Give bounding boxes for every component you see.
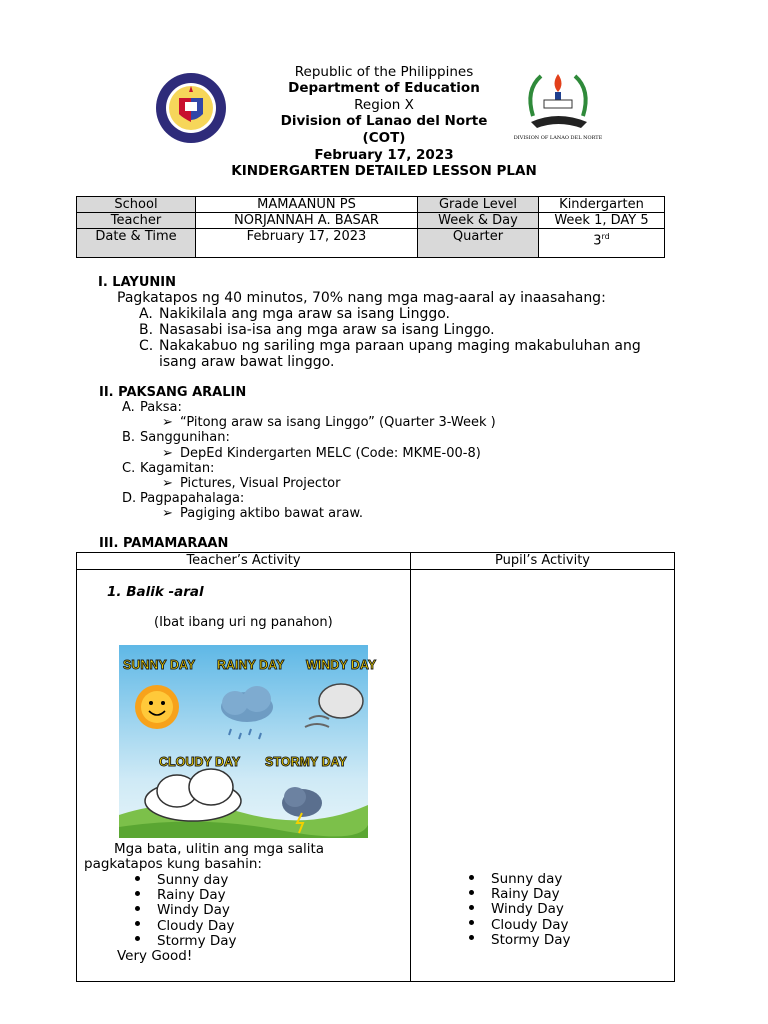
list-item: [139, 322, 641, 338]
list-item: [122, 400, 496, 415]
teacher-list: [135, 873, 237, 949]
list-letter: A.: [139, 306, 153, 322]
header-republic: Republic of the Philippines: [294, 64, 474, 80]
list-text: Pagpapahalaga:: [140, 491, 245, 507]
list-text: Stormy Day: [157, 932, 237, 949]
label-windy: WINDY DAY: [306, 658, 377, 672]
label-sunny: SUNNY DAY: [123, 658, 196, 672]
header-date: February 17, 2023: [314, 147, 454, 163]
instruction-line-1: Mga bata, ulitin ang mga salita: [114, 841, 325, 857]
list-text: Windy Day: [491, 901, 564, 918]
list-item: [469, 902, 571, 917]
quarter-suffix: rd: [601, 232, 610, 241]
list-item: [122, 491, 496, 506]
list-text: Nasasabi isa-isa ang mga araw sa isang Linggo.: [159, 322, 495, 338]
sub-text: Pagiging aktibo bawat araw.: [180, 506, 364, 522]
layunin-intro: Pagkatapos ng 40 minutos, 70% nang mga mag-aaral ay inaasahang:: [117, 290, 606, 306]
bullet-icon: [469, 935, 474, 940]
list-letter: B.: [122, 430, 136, 446]
sub-item: [122, 476, 496, 491]
list-item: [135, 888, 237, 903]
section-heading-pamamaraan: III. PAMAMARAAN: [99, 536, 229, 551]
table-cell: [539, 229, 665, 258]
list-letter: B.: [139, 322, 154, 338]
info-table: [76, 196, 665, 258]
list-text: Rainy Day: [491, 886, 560, 903]
arrow-bullet-icon: ➢: [162, 476, 173, 492]
list-text: Sanggunihan:: [140, 430, 230, 446]
list-letter: C.: [122, 460, 136, 476]
list-item: [469, 933, 571, 948]
list-item: [122, 461, 496, 476]
activity-table: [76, 552, 675, 982]
list-item: [469, 887, 571, 902]
sub-text: Pictures, Visual Projector: [180, 476, 341, 492]
pupil-activity-header: Pupil’s Activity: [495, 553, 590, 568]
header-division: Division of Lanao del Norte: [280, 113, 488, 129]
list-item: [469, 918, 571, 933]
weather-illustration: [119, 645, 377, 838]
list-text: Cloudy Day: [491, 916, 569, 933]
step-title: 1. Balik -aral: [107, 584, 204, 600]
arrow-bullet-icon: ➢: [162, 415, 173, 431]
sub-text: “Pitong araw sa isang Linggo” (Quarter 3-Week ): [180, 415, 496, 431]
paksang-list: [122, 400, 496, 522]
list-text: Sunny day: [491, 871, 563, 887]
quarter-value: 3: [593, 233, 602, 249]
list-letter: D.: [122, 491, 137, 507]
table-cell: Kindergarten: [539, 197, 665, 213]
teacher-activity-header: Teacher’s Activity: [186, 553, 301, 568]
list-item: [122, 430, 496, 445]
bullet-icon: [469, 875, 474, 880]
bullet-icon: [469, 890, 474, 895]
table-cell: MAMAANUN PS: [196, 197, 418, 213]
sub-item: [122, 506, 496, 521]
list-letter: C.: [139, 338, 154, 354]
bullet-icon: [469, 905, 474, 910]
instruction-line-2: pagkatapos kung basahin:: [84, 856, 262, 872]
label-stormy: STORMY DAY: [265, 755, 347, 769]
bullet-icon: [135, 876, 140, 881]
sun-icon: [135, 685, 179, 729]
table-cell: February 17, 2023: [196, 229, 418, 258]
layunin-list: [139, 306, 641, 370]
bullet-icon: [135, 936, 140, 941]
list-text: Sunny day: [157, 872, 229, 888]
table-row: [77, 229, 665, 258]
section-heading-layunin: I. LAYUNIN: [98, 275, 176, 290]
table-cell: Week & Day: [418, 213, 539, 229]
pupil-list: [469, 872, 571, 948]
list-item: [135, 903, 237, 918]
table-cell: Date & Time: [77, 229, 196, 258]
step-subtitle: (Ibat ibang uri ng panahon): [154, 615, 333, 630]
list-item: [135, 873, 237, 888]
list-item: [139, 354, 641, 370]
table-row: [77, 213, 665, 229]
list-text: Nakakabuo ng sariling mga paraan upang maging makabuluhan ang: [159, 338, 641, 354]
label-cloudy: CLOUDY DAY: [159, 755, 241, 769]
table-cell: Teacher: [77, 213, 196, 229]
bullet-icon: [135, 891, 140, 896]
list-item: [135, 934, 237, 949]
table-cell: School: [77, 197, 196, 213]
list-text: Windy Day: [157, 902, 230, 919]
table-cell: Quarter: [418, 229, 539, 258]
list-text: Cloudy Day: [157, 917, 235, 934]
sub-item: [122, 446, 496, 461]
sub-item: [122, 415, 496, 430]
label-rainy: RAINY DAY: [217, 658, 285, 672]
page-title: KINDERGARTEN DETAILED LESSON PLAN: [231, 163, 537, 179]
table-cell: Grade Level: [418, 197, 539, 213]
bullet-icon: [135, 921, 140, 926]
list-text: Paksa:: [140, 400, 182, 415]
list-item: [135, 919, 237, 934]
sub-text: DepEd Kindergarten MELC (Code: MKME-00-8): [180, 445, 481, 461]
list-letter: A.: [122, 400, 135, 415]
table-row: [77, 197, 665, 213]
list-item: [139, 338, 641, 354]
table-cell: NORJANNAH A. BASAR: [196, 213, 418, 229]
list-text: Nakikilala ang mga araw sa isang Linggo.: [159, 306, 450, 322]
praise-text: Very Good!: [117, 948, 193, 964]
bullet-icon: [135, 906, 140, 911]
table-cell: Week 1, DAY 5: [539, 213, 665, 229]
arrow-bullet-icon: ➢: [162, 445, 173, 461]
list-item: [139, 306, 641, 322]
header-region: Region X: [354, 97, 414, 113]
list-text: isang araw bawat linggo.: [159, 354, 335, 370]
list-item: [469, 872, 571, 887]
division-logo-caption: DIVISION OF LANAO DEL NORTE: [513, 135, 603, 141]
section-heading-paksang: II. PAKSANG ARALIN: [99, 385, 247, 400]
header-cot: (COT): [362, 130, 406, 146]
arrow-bullet-icon: ➢: [162, 506, 173, 522]
list-text: Kagamitan:: [140, 460, 215, 476]
list-text: Stormy Day: [491, 931, 571, 948]
bullet-icon: [469, 920, 474, 925]
list-text: Rainy Day: [157, 887, 226, 904]
header-department: Department of Education: [288, 80, 480, 96]
